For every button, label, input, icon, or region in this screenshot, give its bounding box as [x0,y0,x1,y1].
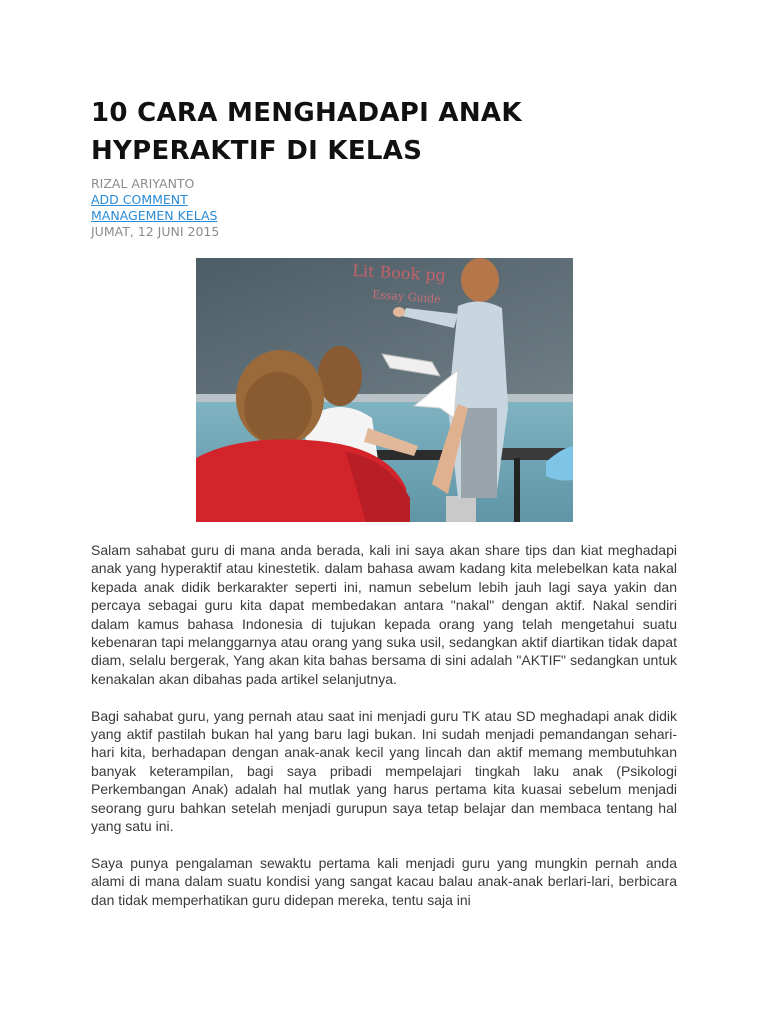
classroom-photo [196,258,573,522]
add-comment-link[interactable]: ADD COMMENT [91,192,188,207]
board-writing-1: Lit Book pg [351,261,447,285]
publish-date: JUMAT, 12 JUNI 2015 [91,224,220,239]
board-writing-2: Essay Guide [371,288,442,306]
article-meta [91,176,219,240]
author-name: RIZAL ARIYANTO [91,176,195,191]
category-link[interactable]: MANAGEMEN KELAS [91,208,218,223]
body-paragraph-1: Salam sahabat guru di mana anda berada, kali ini saya akan share tips dan kiat meghadapi anak yang hyperaktif atau kinestetik. dalam bahasa awam kadang kita melebelkan kata nakal kepada anak didik berkarakter seperti ini, namun sebelum lebih jauh lagi saya yakin dan percaya sebagai guru kita dapat membedakan antara "nakal" dengan aktif. Nakal sendiri dalam kamus bahasa Indonesia di tujukan kepada orang yang telah mengetahui suatu kebenaran tapi melanggarnya atau orang yang suka usil, sedangkan aktif diartikan tidak dapat diam, selalu bergerak, Yang akan kita bahas bersama di sini adalah "AKTIF" sedangkan untuk kenakalan akan dibahas pada artikel selanjutnya. [91,542,677,687]
article-hero-image [196,258,573,522]
article-title: 10 CARA MENGHADAPI ANAK HYPERAKTIF DI KELAS [91,98,522,166]
body-paragraph-3: Saya punya pengalaman sewaktu pertama kali menjadi guru yang mungkin pernah anda alami di mana dalam suatu kondisi yang sangat kacau balau anak-anak berlari-lari, berbicara dan tidak memperhatikan guru didepan mereka, tentu saja ini [91,854,677,908]
article-body [91,541,677,927]
body-paragraph-2: Bagi sahabat guru, yang pernah atau saat ini menjadi guru TK atau SD meghadapi anak didik yang aktif pastilah bukan hal yang baru lagi bukan. Ini sudah menjadi pemandangan sehari-hari kita, berhadapan dengan anak-anak kecil yang lincah dan aktif memang membutuhkan banyak keterampilan, bagi saya pribadi mempelajari tingkah laku anak (Psikologi Perkembangan Anak) adalah hal mutlak yang harus pertama kita kuasai sebelum menjadi seorang guru bahkan setelah menjadi gurupun saya tetap belajar dan membaca tentang hal yang satu ini. [91,707,677,835]
